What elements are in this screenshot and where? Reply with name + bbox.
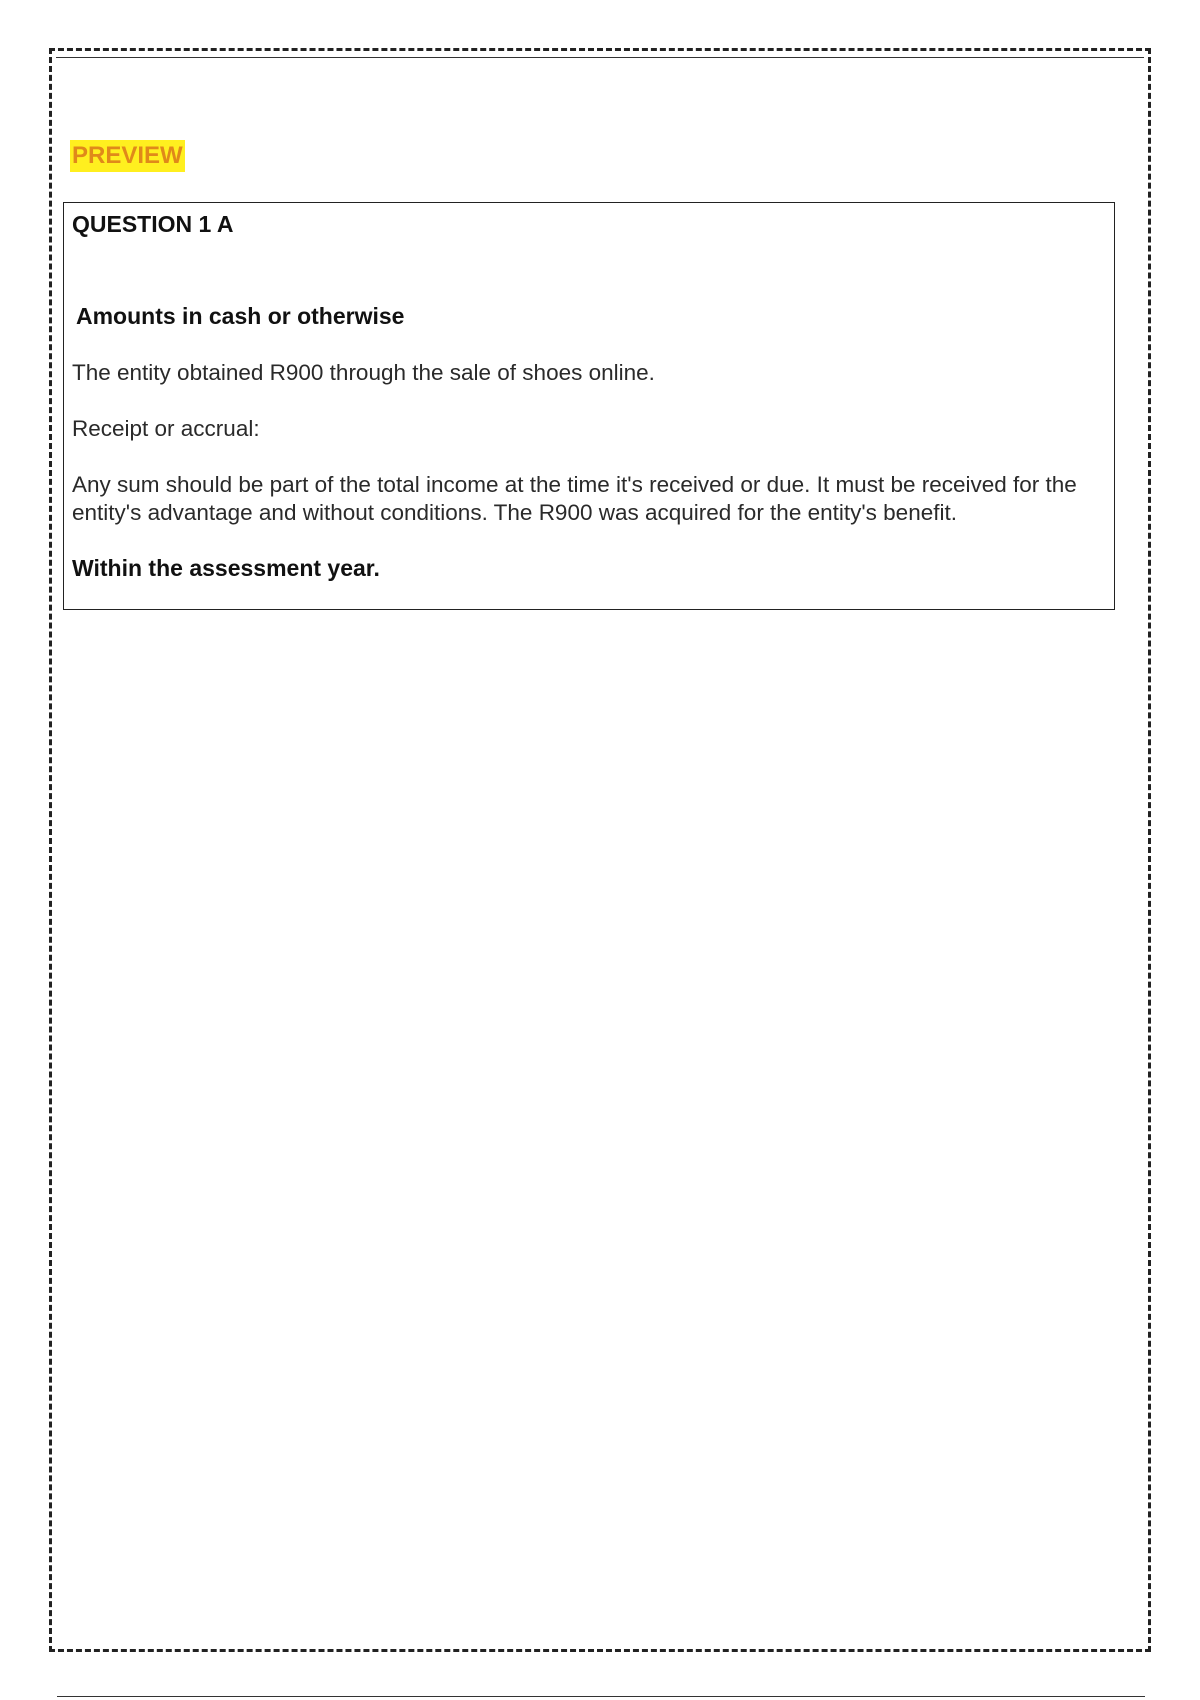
preview-label: PREVIEW (70, 140, 185, 172)
bottom-rule (57, 1696, 1145, 1697)
paragraph-sale: The entity obtained R900 through the sale of shoes online. (72, 360, 655, 385)
question-title: QUESTION 1 A (72, 211, 234, 237)
top-rule (56, 57, 1144, 58)
paragraph-receipt-explanation: Any sum should be part of the total income at the time it's received or due. It must be received for the entity's advantage and without conditions. The R900 was acquired for the entity's benefit. (72, 472, 1077, 525)
assessment-year-heading: Within the assessment year. (72, 555, 380, 581)
paragraph-receipt-label: Receipt or accrual: (72, 416, 260, 441)
question-box (63, 202, 1115, 610)
section-heading: Amounts in cash or otherwise (76, 303, 405, 329)
